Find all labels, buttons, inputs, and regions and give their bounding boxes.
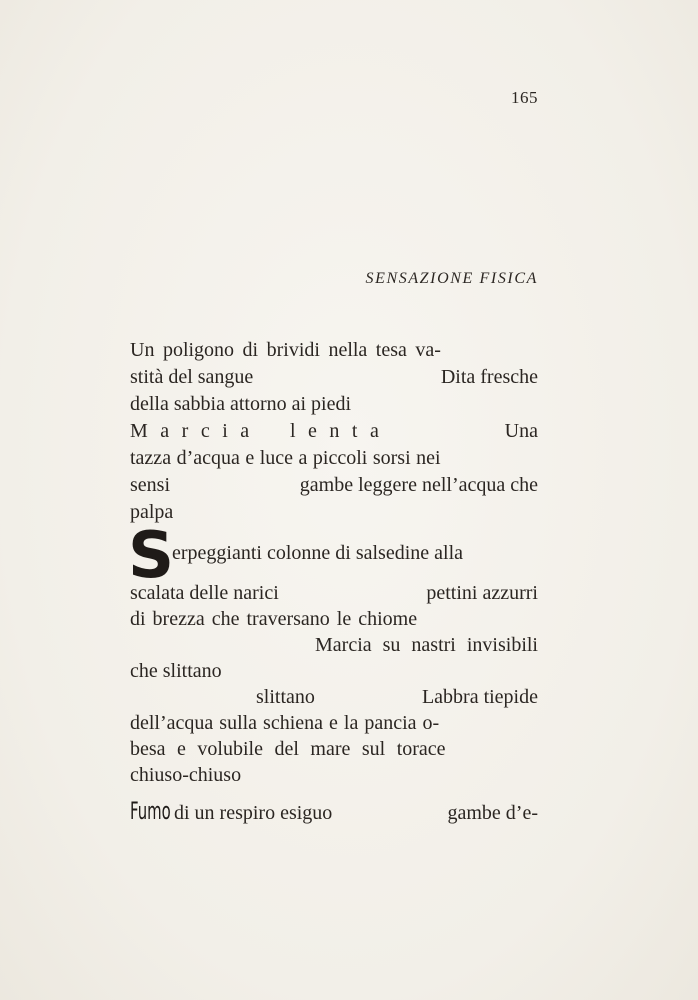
poem-line <box>130 445 538 471</box>
drop-cap: S <box>128 519 175 593</box>
poem-line <box>130 418 538 444</box>
poem-text: lenta <box>290 420 392 442</box>
poem-text: stità del sangue <box>130 366 254 388</box>
poem-text: che slittano <box>130 660 222 682</box>
poem-line <box>130 798 538 828</box>
poem-line <box>130 736 538 762</box>
poem-line <box>130 710 538 736</box>
poem-line <box>130 364 538 390</box>
poem-line <box>130 499 538 525</box>
poem-text: Marcia su nastri invisibili <box>315 634 538 656</box>
poem-text: gambe d’e- <box>447 802 538 824</box>
poem-line <box>130 762 538 788</box>
poem-line <box>130 684 538 710</box>
poem-text: sensi <box>130 474 170 496</box>
poem-text: Marcia <box>130 420 262 442</box>
poem-line <box>130 606 538 632</box>
poem-text: pettini azzurri <box>426 582 538 604</box>
poem-line <box>130 391 538 417</box>
poem-text: Una <box>504 420 538 442</box>
poem-line <box>130 632 538 658</box>
poem-text: besa e volubile del mare sul torace <box>130 738 446 760</box>
poem-text: erpeggianti colonne di salsedine alla <box>172 542 464 564</box>
poem-text: di un respiro esiguo <box>174 802 333 824</box>
fumo-word: Fumo <box>130 797 171 825</box>
page-number: 165 <box>511 88 538 107</box>
poem-line <box>130 658 538 684</box>
display-word <box>130 797 171 826</box>
poem-text: tazza d’acqua e luce a piccoli sorsi nei <box>130 447 441 469</box>
poem-text: Un poligono di brividi nella tesa va- <box>130 339 441 361</box>
poem-text: Labbra tiepide <box>421 686 538 708</box>
poem-text: scalata delle narici <box>130 582 279 604</box>
poem-text: dell’acqua sulla schiena e la pancia o- <box>130 712 440 734</box>
poem-title: SENSAZIONE FISICA <box>365 270 538 287</box>
poem-text: slittano <box>256 686 315 708</box>
poem-text: gambe leggere nell’acqua che <box>299 474 538 496</box>
poem-line <box>172 540 538 566</box>
poem-text: palpa <box>130 501 174 523</box>
poem-text: della sabbia attorno ai piedi <box>130 393 352 415</box>
poem-text: di brezza che traversano le chiome <box>130 608 418 630</box>
poem-line <box>130 580 538 606</box>
poem-line <box>130 337 538 363</box>
poem-text: chiuso-chiuso <box>130 764 242 786</box>
poem-line <box>130 472 538 498</box>
poem-text: Dita fresche <box>440 366 538 388</box>
